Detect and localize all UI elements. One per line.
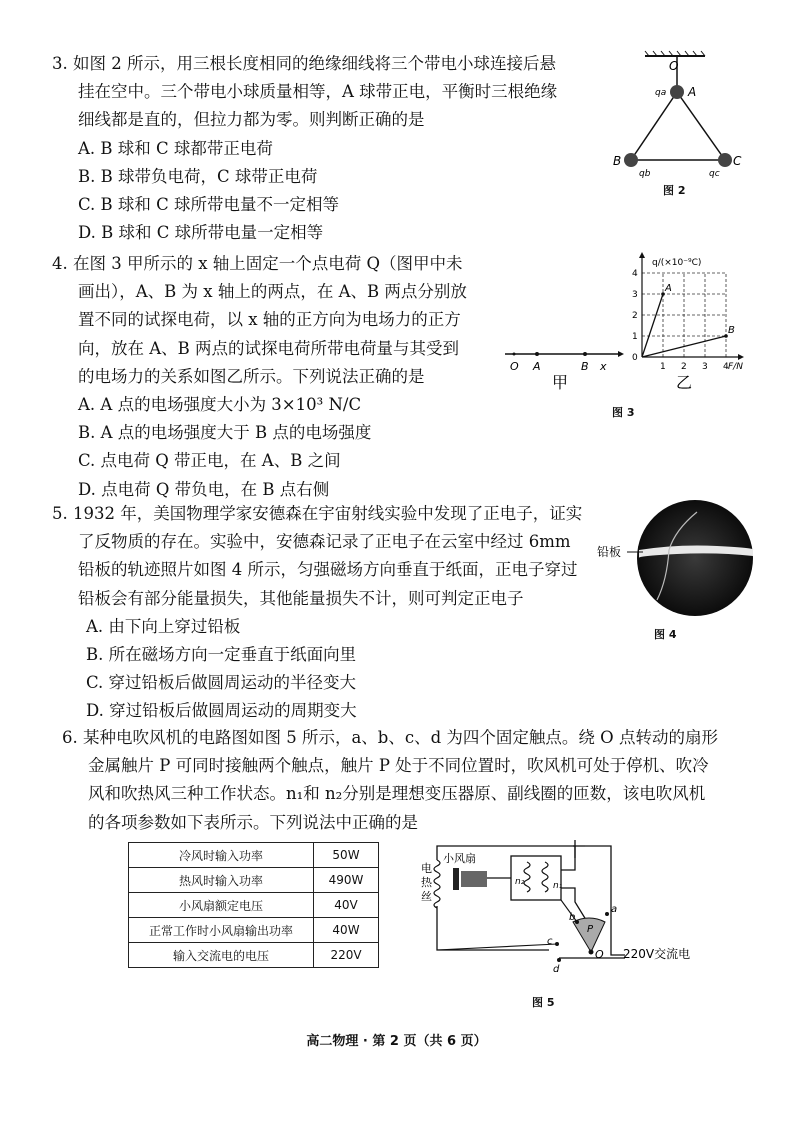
label-n2: n₂ — [515, 877, 525, 887]
question-3-line: 细线都是直的，但拉力都为零。则判断正确的是 — [78, 110, 425, 130]
label-n1: n₁ — [553, 881, 563, 891]
label-C: C — [733, 154, 742, 168]
point-B — [583, 352, 587, 356]
table-row — [129, 843, 379, 868]
label-b: b — [569, 912, 576, 923]
chart-y-arrow — [639, 252, 645, 258]
table-cell-value: 40W — [314, 918, 379, 943]
label-B: B — [613, 154, 622, 168]
label-O: O — [669, 59, 679, 73]
question-6-line: 的各项参数如下表所示。下列说法中正确的是 — [88, 812, 418, 832]
question-4-line: 画出），A、B 为 x 轴上的两点，在 A、B 两点分别放 — [78, 282, 467, 302]
label-A: A — [688, 85, 697, 99]
chart-grid — [642, 273, 726, 357]
label-O: O — [510, 360, 519, 373]
table-cell-key: 输入交流电的电压 — [129, 943, 314, 968]
question-4-line: 4. 在图 3 甲所示的 x 轴上固定一个点电荷 Q（图甲中未 — [52, 254, 463, 273]
series-label-B: B — [728, 325, 735, 336]
question-6-line: 6. 某种电吹风机的电路图如图 5 所示，a、b、c、d 为四个固定触点。绕 O 点转动的扇形 — [62, 728, 718, 747]
question-6-line: 风和吹热风三种工作状态。n₁和 n₂分别是理想变压器原、副线圈的匝数，该电吹风机 — [88, 784, 706, 804]
chart-xlabel: F/N — [728, 362, 743, 372]
cloud-chamber — [637, 500, 753, 616]
x-tick-label: 4 — [723, 362, 729, 372]
label-d: d — [553, 964, 560, 975]
fan-blade — [453, 868, 459, 890]
label-x: x — [600, 360, 607, 373]
secondary-coil — [524, 862, 530, 892]
table-cell-key: 正常工作时小风扇输出功率 — [129, 918, 314, 943]
question-4-line: 置不同的试探电荷，以 x 轴的正方向为电场力的正方 — [78, 310, 461, 330]
ball-A — [670, 85, 684, 99]
question-5-line: 铅板会有部分能量损失，其他能量损失不计，则可判定正电子 — [78, 588, 524, 608]
y-tick-label: 1 — [632, 332, 638, 342]
fan-label: 小风扇 — [443, 852, 476, 865]
chart-x-arrow — [738, 354, 744, 360]
chart-ylabel: q/(×10⁻⁹C) — [652, 258, 702, 268]
table-cell-value: 490W — [314, 868, 379, 893]
question-5-line: 铅板的轨迹照片如图 4 所示，匀强磁场方向垂直于纸面，正电子穿过 — [78, 560, 578, 580]
question-6-line: 金属触片 P 可同时接触两个触点，触片 P 处于不同位置时，吹风机可处于停机、吹冷 — [88, 756, 709, 776]
contact-d — [557, 958, 561, 962]
figure-5-caption: 图 5 — [532, 996, 555, 1009]
label-P: P — [587, 924, 594, 935]
table-row — [129, 918, 379, 943]
ball-B — [624, 153, 638, 167]
figure-3-caption: 图 3 — [612, 406, 635, 419]
question-5-line: 了反物质的存在。实验中，安德森记录了正电子在云室中经过 6mm — [78, 532, 571, 552]
question-4-line: 的电场力的关系如图乙所示。下列说法正确的是 — [78, 366, 425, 386]
table-row — [129, 868, 379, 893]
question-6 — [62, 724, 718, 837]
series-label-A: A — [665, 283, 672, 294]
table-cell-value: 50W — [314, 843, 379, 868]
label-qc: qc — [709, 169, 720, 179]
question-5-option-a: A. 由下向上穿过铅板 — [86, 616, 241, 636]
figure-2-caption: 图 2 — [663, 184, 686, 197]
label-yi: 乙 — [676, 373, 693, 392]
question-3-option-a: A. B 球和 C 球都带正电荷 — [78, 138, 273, 158]
heater-label-1: 电 — [421, 862, 432, 875]
question-3 — [52, 50, 557, 247]
label-c: c — [547, 936, 553, 947]
fan-motor — [461, 871, 487, 887]
figure-5-circuit — [415, 840, 705, 975]
figure-3-jia-axis — [500, 340, 625, 395]
wire-bottom-left — [437, 906, 549, 950]
x-tick-label: 2 — [681, 362, 687, 372]
table-cell-value: 40V — [314, 893, 379, 918]
page-footer: 高二物理 · 第 2 页（共 6 页） — [306, 1034, 487, 1049]
question-5-option-d: D. 穿过铅板后做圆周运动的周期变大 — [86, 701, 357, 721]
x-axis-arrow — [618, 351, 624, 357]
question-5 — [52, 500, 582, 726]
label-O: O — [595, 948, 604, 961]
heater-label-2: 热 — [421, 876, 432, 889]
label-jia: 甲 — [552, 373, 569, 392]
question-3-line: 挂在空中。三个带电小球质量相等，A 球带正电，平衡时三根绝缘 — [78, 82, 558, 102]
question-5-option-b: B. 所在磁场方向一定垂直于纸面向里 — [86, 645, 357, 665]
point-A — [535, 352, 539, 356]
question-3-option-c: C. B 球和 C 球所带电量不一定相等 — [78, 195, 340, 215]
chart-origin: 0 — [632, 353, 638, 363]
table-row — [129, 943, 379, 968]
table-row — [129, 893, 379, 918]
heater-label-3: 丝 — [421, 890, 432, 903]
question-4 — [52, 250, 467, 504]
thread-AB — [631, 92, 677, 160]
point-O — [513, 353, 516, 356]
pivot-O — [589, 950, 594, 955]
figure-3-yi-chart — [628, 252, 750, 392]
table-cell-value: 220V — [314, 943, 379, 968]
x-tick-label: 3 — [702, 362, 708, 372]
ball-C — [718, 153, 732, 167]
question-3-option-d: D. B 球和 C 球所带电量一定相等 — [78, 223, 324, 243]
table-cell-key: 小风扇额定电压 — [129, 893, 314, 918]
question-4-option-c: C. 点电荷 Q 带正电，在 A、B 之间 — [78, 451, 341, 471]
label-B: B — [581, 360, 589, 373]
label-a: a — [611, 904, 618, 915]
primary-coil — [542, 862, 548, 892]
question-4-line: 向，放在 A、B 两点的试探电荷所带电荷量与其受到 — [78, 338, 460, 358]
question-3-option-b: B. B 球带负电荷，C 球带正电荷 — [78, 166, 318, 186]
plate-label: 铅板 — [597, 545, 622, 559]
figure-4-caption: 图 4 — [654, 628, 677, 641]
table-cell-key: 冷风时输入功率 — [129, 843, 314, 868]
figure-2-diagram — [605, 48, 755, 188]
wire-primary-top — [561, 846, 575, 870]
ac-label: 220V交流电 — [623, 947, 691, 961]
y-tick-label: 4 — [632, 269, 638, 279]
label-qb: qb — [639, 169, 651, 179]
thread-AC — [677, 92, 725, 160]
parameter-table — [128, 842, 379, 968]
question-5-line: 5. 1932 年，美国物理学家安德森在宇宙射线实验中发现了正电子，证实 — [52, 504, 583, 523]
y-tick-label: 3 — [632, 290, 638, 300]
heater-coil — [434, 860, 440, 908]
wire-c — [437, 944, 557, 950]
figure-4-photo — [597, 500, 757, 620]
label-qa: qa — [655, 88, 667, 98]
question-5-option-c: C. 穿过铅板后做圆周运动的半径变大 — [86, 673, 357, 693]
contact-a — [605, 912, 609, 916]
table-cell-key: 热风时输入功率 — [129, 868, 314, 893]
question-4-option-a: A. A 点的电场强度大小为 3×10³ N/C — [78, 395, 362, 415]
x-tick-label: 1 — [660, 362, 666, 372]
series-line-A — [642, 294, 663, 357]
label-A: A — [533, 360, 541, 373]
y-tick-label: 2 — [632, 311, 638, 321]
question-4-option-b: B. A 点的电场强度大于 B 点的电场强度 — [78, 423, 372, 443]
question-4-option-d: D. 点电荷 Q 带负电，在 B 点右侧 — [78, 479, 330, 499]
question-3-line: 3. 如图 2 所示，用三根长度相同的绝缘细线将三个带电小球连接后悬 — [52, 54, 556, 73]
